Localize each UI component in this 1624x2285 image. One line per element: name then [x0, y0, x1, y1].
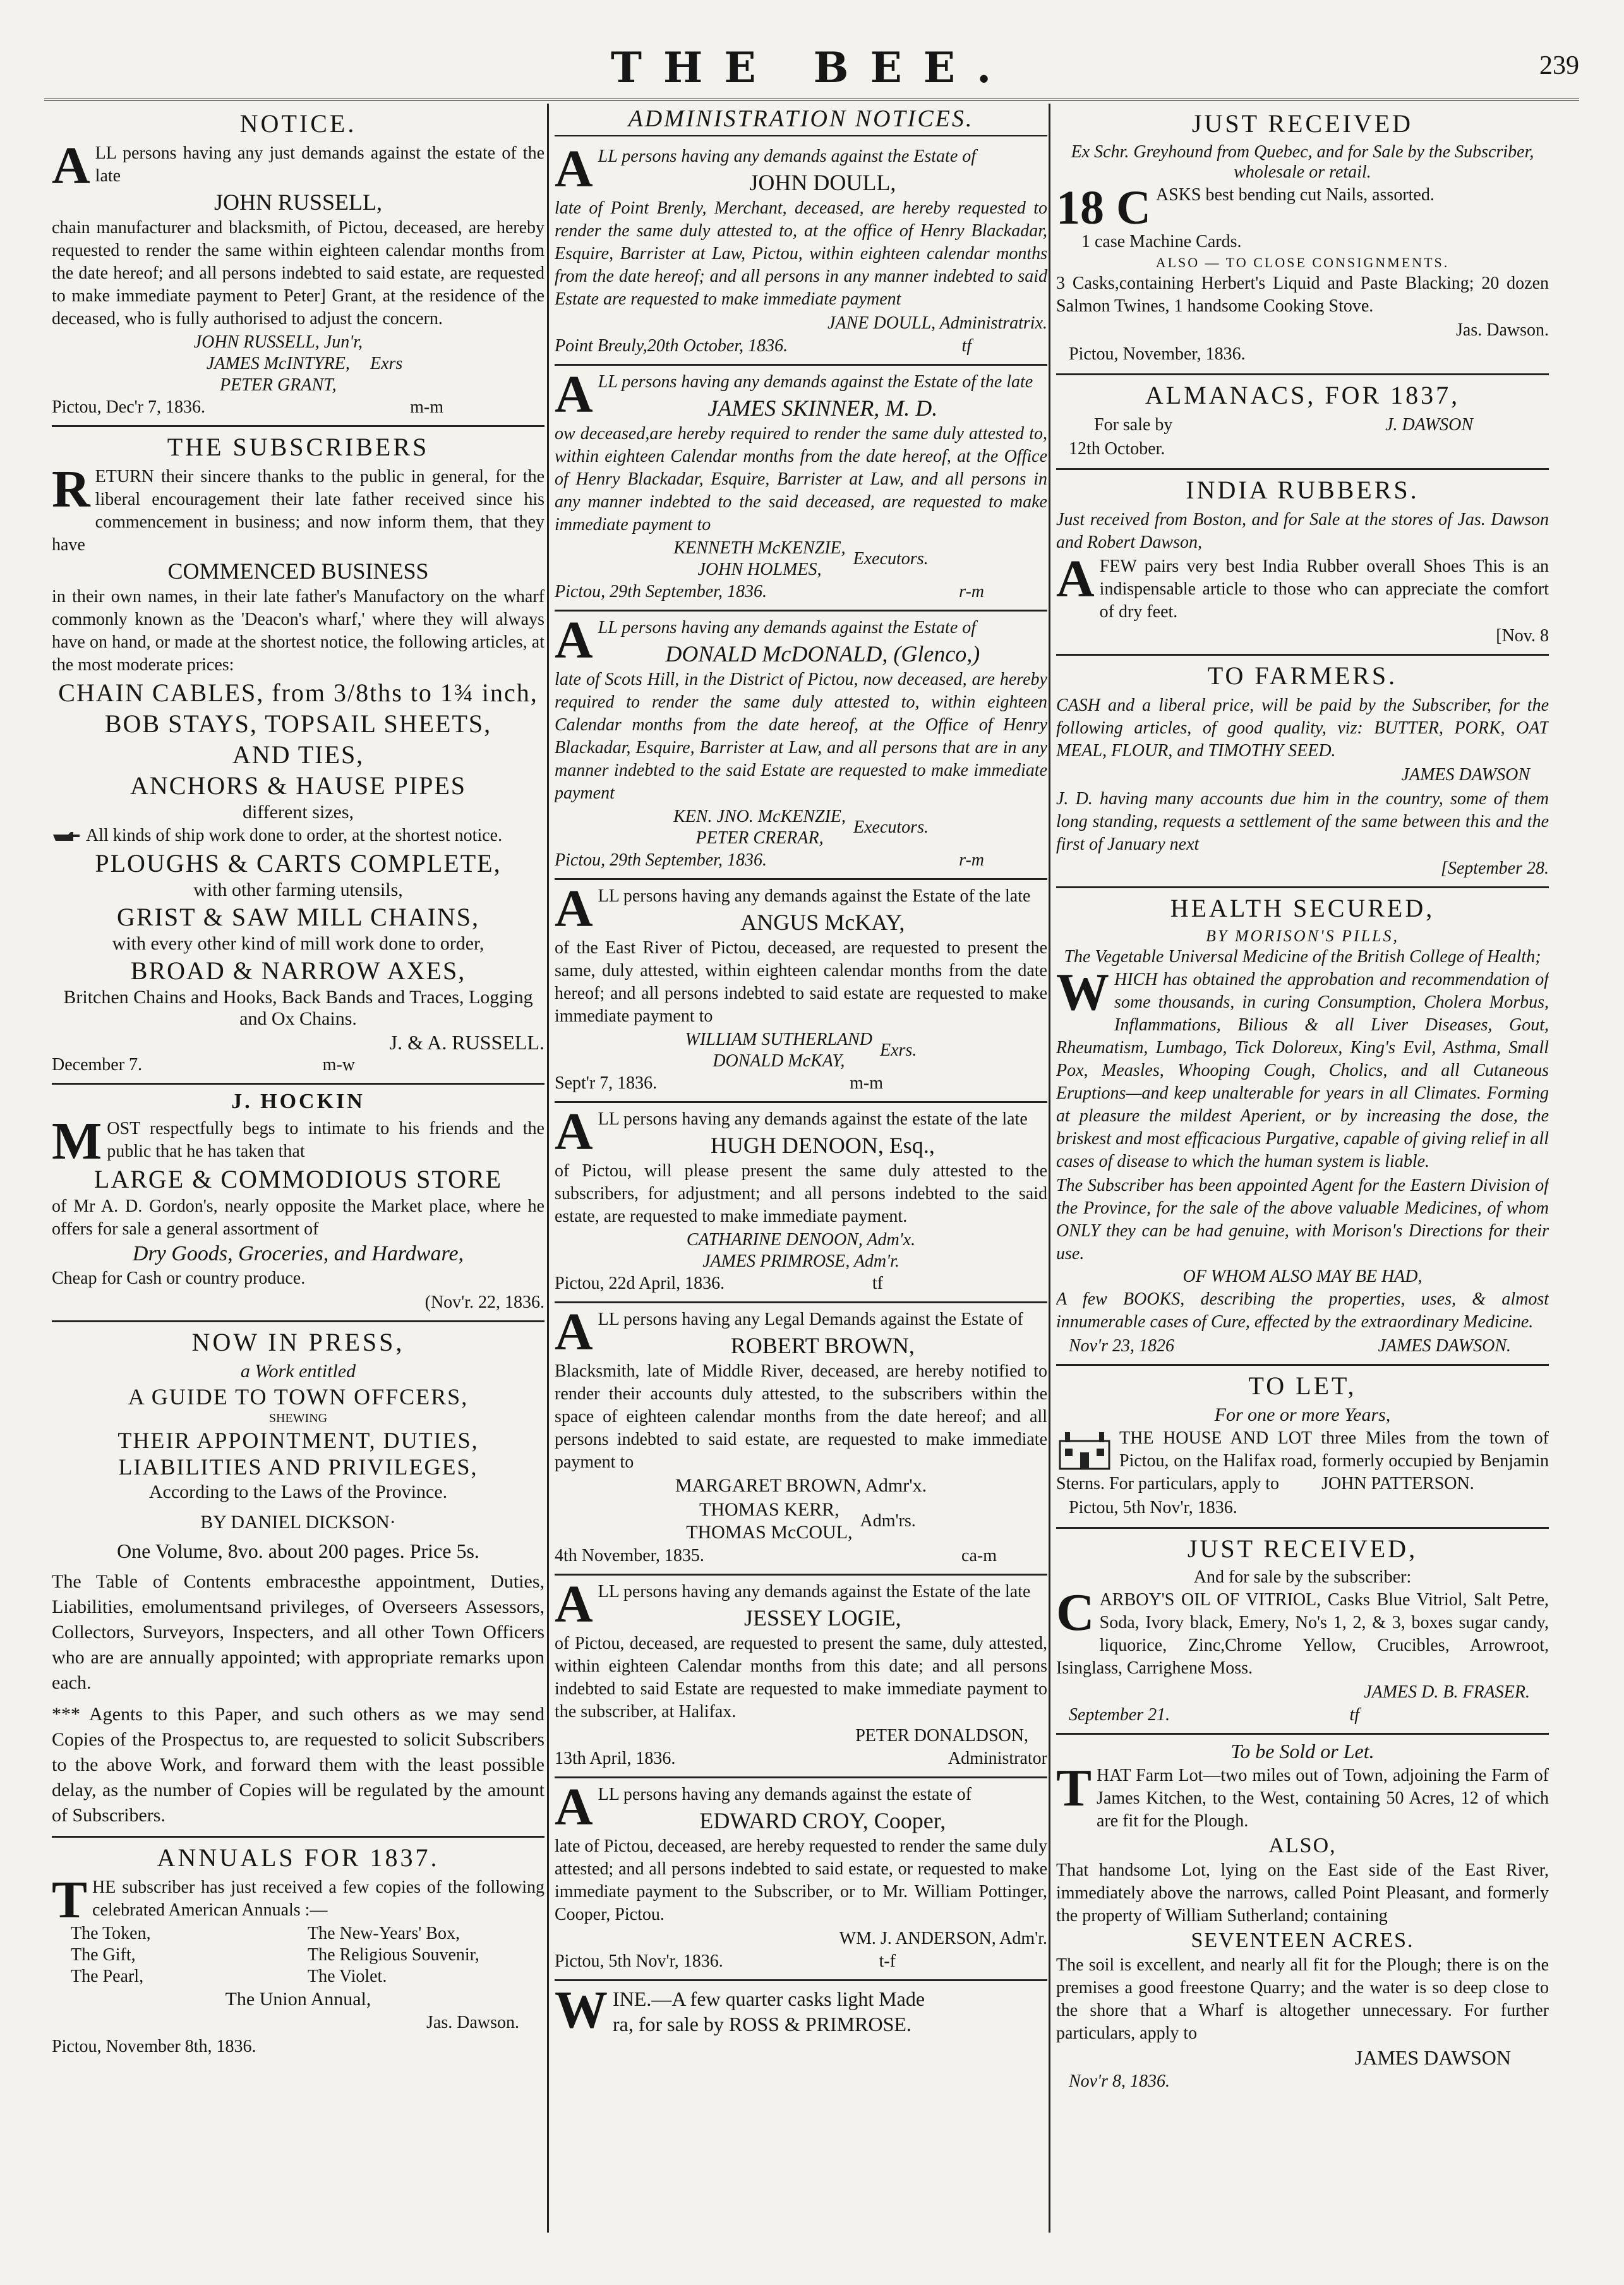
- signer: JAMES PRIMROSE, Adm'r.: [702, 1251, 899, 1271]
- signer: JANE DOULL, Administratrix.: [827, 313, 1047, 333]
- sub-heading: Just received from Boston, and for Sale at the stores of Jas. Dawson and Robert Dawson,: [1056, 510, 1549, 552]
- signer: MARGARET BROWN, Admr'x.: [675, 1475, 927, 1496]
- signer-role: Executors.: [853, 817, 929, 837]
- signature-block: [555, 1029, 1047, 1072]
- sub-heading: BY MORISON'S PILLS,: [1206, 927, 1399, 945]
- table-of-contents: The Table of Contents embracesthe appointment, Duties, Liabilities, emolumentsand privileges, of Overseers Assessors, Collectors, Surveyors, Inspecters, and all other Town Officers who are are annually appointed; with appropriate remarks upon each.: [52, 1571, 544, 1693]
- drop-cap: T: [1056, 1759, 1092, 1818]
- drop-cap: A: [555, 1575, 593, 1634]
- section-heading: ADMINISTRATION NOTICES.: [555, 105, 1047, 136]
- signer: WM. J. ANDERSON, Adm'r.: [839, 1929, 1047, 1948]
- drop-cap: A: [1056, 550, 1095, 608]
- article-intro: ALL persons having any demands against the Estate of the late: [555, 365, 1033, 424]
- book-title: A GUIDE TO TOWN OFFCERS,: [128, 1384, 469, 1409]
- signer: PETER CRERAR,: [695, 828, 824, 848]
- hockin-advert: [52, 1085, 544, 1322]
- article-body: 3 Casks,containing Herbert's Liquid and Paste Blacking; 20 dozen Salmon Twines, 1 handsome Cooking Stove.: [1056, 274, 1549, 316]
- author: BY DANIEL DICKSON·: [200, 1512, 396, 1533]
- product-note: Britchen Chains and Hooks, Back Bands and Traces, Logging and Ox Chains.: [63, 987, 533, 1029]
- drop-cap: A: [555, 365, 593, 424]
- article-heading: JUST RECEIVED,: [1187, 1534, 1418, 1563]
- dateline: 13th April, 1836. Administrator: [555, 1749, 1047, 1768]
- list-item: The Gift,: [71, 1945, 136, 1965]
- drop-cap: C: [1056, 1583, 1095, 1642]
- dateline: 4th November, 1835. ca-m: [555, 1546, 997, 1565]
- goods-line: Dry Goods, Groceries, and Hardware,: [132, 1242, 464, 1265]
- article-heading: TO LET,: [1248, 1372, 1357, 1400]
- dateline: Pictou, Dec'r 7, 1836. m-m: [52, 397, 443, 417]
- drop-cap: T: [52, 1871, 88, 1929]
- article-body: The Subscriber has been appointed Agent for the Eastern Division of the Province, for the sale of the above valuable Medicines, of whom ONLY they can be had genuine, with Morison's Directions for their use.: [1056, 1176, 1549, 1263]
- house-icon: [1056, 1430, 1113, 1470]
- article-intro: THE subscriber has just received a few copies of the following celebrated American Annuals :—: [52, 1871, 544, 1929]
- notice-russell: [52, 104, 544, 427]
- deceased-name: DONALD McDONALD, (Glenco,): [665, 641, 980, 666]
- volume-price: One Volume, 8vo. about 200 pages. Price 5s.: [117, 1540, 479, 1562]
- almanacs-advert: [1056, 375, 1549, 470]
- list-item: The Pearl,: [71, 1967, 144, 1986]
- according: According to the Laws of the Province.: [148, 1481, 448, 1502]
- signer: WILLIAM SUTHERLAND: [685, 1030, 872, 1049]
- dateline: Nov'r 8, 1836.: [1069, 2071, 1170, 2091]
- dateline: [September 28.: [1440, 859, 1549, 878]
- drop-cap: A: [52, 136, 90, 195]
- dateline: Pictou, November, 1836.: [1069, 344, 1246, 364]
- signer: THOMAS KERR,: [699, 1499, 839, 1520]
- book-title: THEIR APPOINTMENT, DUTIES, LIABILITIES AND PRIVILEGES,: [117, 1428, 479, 1480]
- article-body: CARBOY'S OIL OF VITRIOL, Casks Blue Vitriol, Salt Petre, Soda, Ivory black, Emery, No's 1, 2, & 3, boxes sugar candy, liquorice, Zinc,Chrome Yellow, Crucibles, Arrowroot, Isinglass, Carrighene Moss.: [1056, 1583, 1549, 1678]
- drop-cap: A: [555, 1778, 593, 1836]
- sub-heading: And for sale by the subscriber:: [1193, 1567, 1412, 1587]
- to-farmers-advert: [1056, 656, 1549, 888]
- product-note: with other farming utensils,: [193, 879, 403, 900]
- product-note: with every other kind of mill work done to order,: [112, 933, 484, 954]
- article-body: of the East River of Pictou, deceased, are requested to present the same, duly attested, within eighteen calendar months from the date hereof; and all persons indebted to said estate are requested to make immediate payment to: [555, 938, 1047, 1026]
- just-received-advert: [1056, 104, 1549, 375]
- dateline: Pictou, 5th Nov'r, 1836.: [1069, 1498, 1237, 1517]
- signature-block: [555, 806, 1047, 849]
- masthead-rule: [44, 99, 1579, 101]
- signer: THOMAS McCOUL,: [686, 1522, 853, 1543]
- deceased-name: JAMES SKINNER, M. D.: [707, 395, 938, 421]
- dateline: Pictou, 22d April, 1836. tf: [555, 1274, 883, 1293]
- sub-heading: Ex Schr. Greyhound from Quebec, and for Sale by the Subscriber, wholesale or retail.: [1071, 142, 1534, 182]
- deceased-name: ROBERT BROWN,: [730, 1333, 915, 1358]
- also-heading: ALSO,: [1268, 1834, 1337, 1857]
- signer-role: Exrs: [370, 354, 403, 373]
- dateline: [Nov. 8: [1496, 626, 1549, 646]
- article-heading: JUST RECEIVED: [1191, 109, 1414, 138]
- health-secured-advert: [1056, 888, 1549, 1366]
- article-body: 1 case Machine Cards.: [1081, 232, 1242, 251]
- column-divider: [547, 104, 549, 2233]
- drop-cap: M: [52, 1112, 102, 1171]
- dateline: Pictou, 29th September, 1836. r-m: [555, 582, 984, 601]
- dateline: September 21. tf: [1069, 1705, 1359, 1725]
- article-body: ow deceased,are hereby required to render the same duly attested to, within eighteen Calendar months from the date hereof, at the Office of Henry Blackadar, Esquire, Barrister at Law, and all persons in any manner indebted to the said deceased, are requested to make immediate payment to: [555, 424, 1047, 534]
- drop-cap: W: [555, 1981, 608, 2039]
- drop-cap: 18 C: [1056, 181, 1151, 234]
- signature-block: [555, 1498, 1047, 1545]
- dateline: Pictou, 29th September, 1836. r-m: [555, 850, 984, 870]
- product-line: AND TIES,: [232, 740, 364, 769]
- annuals-list: [52, 1923, 544, 1987]
- notice-croy: [555, 1778, 1047, 1981]
- column-2: [555, 104, 1047, 2044]
- now-in-press-advert: [52, 1322, 544, 1838]
- article-heading: HEALTH SECURED,: [1170, 894, 1435, 922]
- india-rubbers-advert: [1056, 470, 1549, 656]
- article-heading: THE SUBSCRIBERS: [167, 433, 430, 461]
- article-intro: ALL persons having any demands against the Estate of: [555, 611, 977, 670]
- article-body: in their own names, in their late father's Manufactory on the wharf commonly known as the 'Deacon's wharf,' where they will always have on hand, or made at the shortest notice, the following articles, at the most moderate prices:: [52, 587, 544, 675]
- deceased-name: EDWARD CROY, Cooper,: [699, 1808, 946, 1833]
- wine-advert: [555, 1981, 1047, 2044]
- product-line: BOB STAYS, TOPSAIL SHEETS,: [104, 709, 492, 738]
- signer: JOHN PATTERSON.: [1321, 1474, 1474, 1493]
- article-heading: ALMANACS, FOR 1837,: [1145, 381, 1460, 409]
- article-body: of Pictou, deceased, are requested to present the same, duly attested, within eighteen Calendar months from this date; and all persons indebted to said Estate are requested to make immediate payment to the subscriber, at Halifax.: [555, 1634, 1047, 1721]
- article-body: The soil is excellent, and nearly all fit for the Plough; there is on the premises a good freestone Quarry; and the water is so deep close to the shore that a Wharf is altogether unnecessary. For further particulars, apply to: [1056, 1955, 1549, 2043]
- drop-cap: A: [555, 879, 593, 938]
- also-heading: OF WHOM ALSO MAY BE HAD,: [1182, 1267, 1423, 1286]
- article-body: THAT Farm Lot—two miles out of Town, adjoining the Farm of James Kitchen, to the West, containing 50 Acres, 12 of which are fit for the Plough.: [1056, 1759, 1549, 1831]
- list-item: The Token,: [71, 1924, 151, 1943]
- page-number: 239: [1539, 51, 1579, 80]
- list-item: The Union Annual,: [225, 1989, 371, 2010]
- article-intro: ALL persons having any demands against the estate of the late: [555, 1102, 1028, 1161]
- dateline: Point Breuly,20th October, 1836. tf: [555, 336, 971, 356]
- article-body: of Pictou, will please present the same duly attested to the subscribers, for adjustment; and all persons indebted to the said estate, are requested to make immediate payment.: [555, 1161, 1047, 1226]
- signer: J. & A. RUSSELL.: [389, 1031, 544, 1054]
- notice-mcdonald: [555, 612, 1047, 880]
- deceased-name: JESSEY LOGIE,: [744, 1605, 901, 1631]
- dateline: Nov'r 23, 1826 JAMES DAWSON.: [1069, 1336, 1511, 1356]
- dateline: December 7. m-w: [52, 1055, 355, 1075]
- sale-line: For sale by J. DAWSON: [1094, 415, 1473, 435]
- masthead: [44, 40, 1579, 101]
- agents-note: *** Agents to this Paper, and such others as we may send Copies of the Prospectus to, are requested to solicit Subscribers to the above Work, and forward them with the least possible delay, as the number of Copies will be regulated by the amount of Subscribers.: [52, 1704, 544, 1826]
- drop-cap: W: [1056, 963, 1109, 1022]
- to-let-advert: [1056, 1366, 1549, 1529]
- list-item: The New-Years' Box,: [308, 1924, 460, 1943]
- sub-heading: LARGE & COMMODIOUS STORE: [93, 1165, 503, 1193]
- signer: KENNETH McKENZIE,: [673, 538, 846, 558]
- signer: KEN. JNO. McKENZIE,: [673, 807, 846, 826]
- article-body: AFEW pairs very best India Rubber overall Shoes This is an indispensable article to those who can appreciate the comfort of dry feet.: [1056, 550, 1549, 622]
- sub-heading: COMMENCED BUSINESS: [167, 558, 429, 584]
- dateline: 12th October.: [1069, 439, 1165, 459]
- signer-role: Adm'rs.: [860, 1511, 916, 1531]
- work-entitled: a Work entitled: [240, 1361, 356, 1382]
- signature-block: [555, 538, 1047, 581]
- article-heading: ANNUALS FOR 1837.: [157, 1843, 440, 1872]
- article-body: A few BOOKS, describing the properties, uses, & almost innumerable cases of Cure, effected by the extraordinary Medicine.: [1056, 1289, 1549, 1332]
- article-heading: INDIA RUBBERS.: [1186, 476, 1419, 504]
- pointing-hand-icon: [52, 831, 81, 843]
- list-item: The Violet.: [308, 1967, 387, 1986]
- article-body: Cheap for Cash or country produce.: [52, 1269, 306, 1288]
- dateline: (Nov'r. 22, 1836.: [424, 1293, 544, 1312]
- article-heading: NOW IN PRESS,: [191, 1328, 405, 1356]
- drop-cap: A: [555, 611, 593, 670]
- signer: PETER GRANT,: [220, 375, 337, 395]
- article-body: J. D. having many accounts due him in the country, some of them long standing, requests a settlement of the same between this and the first of January next: [1056, 789, 1549, 854]
- signer: JAMES DAWSON: [1354, 2046, 1511, 2069]
- signature-block: [52, 332, 544, 396]
- notice-mckay: [555, 880, 1047, 1103]
- article-intro: ALL persons having any demands against the Estate of the late: [555, 879, 1031, 938]
- signer: CATHARINE DENOON, Adm'x.: [686, 1230, 916, 1250]
- newspaper-title: THE BEE.: [610, 43, 1013, 92]
- subscribers-advert: [52, 427, 544, 1085]
- article-body: late of Point Brenly, Merchant, deceased, are hereby requested to render the same duly attested to, at the office of Henry Blackadar, Esquire, Barrister at Law, Pictou, within eighteen calendar months from the date hereof; and all persons in any manner indebted to said Estate are requested to make immediate payment: [555, 198, 1047, 309]
- article-body: CASH and a liberal price, will be paid by the Subscriber, for the following articles, of good quality, viz: BUTTER, PORK, OAT MEAL, FLOUR, and TIMOTHY SEED.: [1056, 696, 1549, 761]
- notice-denoon: [555, 1103, 1047, 1303]
- product-line: ANCHORS & HAUSE PIPES: [129, 771, 467, 800]
- signer-role: Exrs.: [880, 1040, 917, 1060]
- dateline: Pictou, November 8th, 1836.: [52, 2037, 256, 2056]
- notice-logie: [555, 1576, 1047, 1778]
- article-body: late of Scots Hill, in the District of Pictou, now deceased, are hereby required to render the same duly attested to, within eighteen Calendar months from the date hereof, at the Office of Henry Blackadar, Esquire, Barrister at Law, and all persons that are in any manner indebted to the said Estate are requested to make immediate payment: [555, 670, 1047, 803]
- list-item: The Religious Souvenir,: [308, 1945, 479, 1965]
- signer: DONALD McKAY,: [713, 1051, 845, 1071]
- article-body: THE HOUSE AND LOT three Miles from the town of Pictou, on the Halifax road, formerly occupied by Benjamin Sterns. For particulars, apply to JOHN PATTERSON.: [1056, 1428, 1549, 1493]
- signer-role: Executors.: [853, 549, 929, 569]
- signer: JOHN HOLMES,: [697, 560, 822, 579]
- article-body: chain manufacturer and blacksmith, of Pictou, deceased, are hereby requested to render the same within eighteen calendar months from the date hereof; and all persons indebted to said estate, are requested to make immediate payment to Peter] Grant, at the residence of the deceased, who is fully authorised to adjust the concern.: [52, 218, 544, 329]
- carboy-advert: [1056, 1529, 1549, 1735]
- sold-or-let-advert: [1056, 1735, 1549, 2101]
- acres-heading: SEVENTEEN ACRES.: [1191, 1929, 1414, 1952]
- deceased-name: JOHN RUSSELL,: [214, 190, 383, 215]
- column-1: [52, 104, 544, 2066]
- product-line: GRIST & SAW MILL CHAINS,: [116, 903, 480, 931]
- signer: Jas. Dawson.: [1456, 320, 1549, 340]
- product-note: different sizes,: [242, 802, 354, 823]
- annuals-advert: [52, 1838, 544, 2066]
- signer: JAMES D. B. FRASER.: [1364, 1682, 1530, 1702]
- article-intro: ALL persons having any demands against the estate of: [555, 1778, 972, 1836]
- article-body: WINE.—A few quarter casks light Made ra, for sale by ROSS & PRIMROSE.: [555, 1981, 925, 2039]
- article-body: Blacksmith, late of Middle River, deceased, are hereby notified to render their accounts duly attested, to the subscribers within the space of eighteen calendar months from the date hereof; and all persons indebted to said estate, are requested to make immediate payment to: [555, 1361, 1047, 1472]
- product-line: BROAD & NARROW AXES,: [130, 956, 466, 985]
- product-line: PLOUGHS & CARTS COMPLETE,: [95, 849, 502, 877]
- article-heading: NOTICE.: [239, 109, 357, 138]
- notice-brown: [555, 1303, 1047, 1576]
- article-intro: MOST respectfully begs to intimate to his friends and the public that he has taken that: [52, 1112, 544, 1171]
- drop-cap: A: [555, 140, 593, 198]
- notice-doull: [555, 140, 1047, 366]
- dateline: Sept'r 7, 1836. m-m: [555, 1073, 883, 1093]
- ship-work-note: All kinds of ship work done to order, at the shortest notice.: [52, 824, 544, 847]
- product-line: CHAIN CABLES, from 3/8ths to 1¾ inch,: [58, 678, 538, 707]
- sub-heading: For one or more Years,: [1214, 1404, 1391, 1425]
- article-body: late of Pictou, deceased, are hereby requested to render the same duly attested; and all persons indebted to said estate, or requested to make immediate payment to the Subscriber, or to Mr. William Pottinger, Cooper, Pictou.: [555, 1836, 1047, 1924]
- article-intro: RETURN their sincere thanks to the public in general, for the liberal encouragement their late father received since his commencement in business; and now inform them, that they have: [52, 460, 544, 555]
- article-body: of Mr A. D. Gordon's, nearly opposite the Market place, where he offers for sale a general assortment of: [52, 1197, 544, 1239]
- sub-heading: The Vegetable Universal Medicine of the British College of Health;: [1064, 947, 1541, 967]
- article-heading: To be Sold or Let.: [1230, 1740, 1374, 1763]
- signer: JAMES McINTYRE,: [206, 354, 350, 373]
- shewing: SHEWING: [268, 1411, 328, 1425]
- also-heading: ALSO — TO CLOSE CONSIGNMENTS.: [1155, 255, 1450, 270]
- article-heading: J. HOCKIN: [231, 1090, 365, 1113]
- signer: JAMES DAWSON: [1401, 765, 1530, 785]
- drop-cap: A: [555, 1102, 593, 1161]
- article-body: WHICH has obtained the approbation and recommendation of some thousands, in curing Consumption, Cholera Morbus, Inflammations, Bilious & all Liver Diseases, Gout, Rheumatism, Lumbago, Tick Doloreux, King's Evil, Asthma, Small Pox, Measles, Whooping Cough, Cholics, and all Cutaneous Eruptions—and keep unalterable for years in all Climates. Forming at pleasure the mildest Aperient, or by increasing the dose, the briskest and most efficacious Purgative, capable of giving relief in all cases of disease to which the human system is liable.: [1056, 963, 1549, 1171]
- drop-cap: A: [555, 1303, 593, 1361]
- article-heading: TO FARMERS.: [1207, 661, 1398, 690]
- article-intro: ALL persons having any just demands against the estate of the late: [52, 136, 544, 195]
- deceased-name: HUGH DENOON, Esq.,: [710, 1133, 935, 1158]
- signer: Jas. Dawson.: [426, 2013, 519, 2032]
- dateline: Pictou, 5th Nov'r, 1836. t-f: [555, 1951, 896, 1971]
- notice-skinner: [555, 366, 1047, 612]
- article-intro: ALL persons having any Legal Demands against the Estate of: [555, 1303, 1023, 1361]
- article-intro: ALL persons having any demands against the Estate of the late: [555, 1575, 1031, 1634]
- column-divider: [1049, 104, 1050, 2233]
- article-intro: ALL persons having any demands against the Estate of: [555, 140, 977, 198]
- article-body: That handsome Lot, lying on the East side of the East River, immediately above the narrows, called Point Pleasant, and formerly the property of William Sutherland; containing: [1056, 1860, 1549, 1926]
- article-body: 18 C ASKS best bending cut Nails, assorted.: [1056, 181, 1435, 234]
- column-3: [1056, 104, 1549, 2101]
- deceased-name: ANGUS McKAY,: [740, 910, 905, 935]
- signer: PETER DONALDSON,: [855, 1726, 1028, 1745]
- deceased-name: JOHN DOULL,: [749, 170, 896, 195]
- drop-cap: R: [52, 460, 90, 519]
- signer: JOHN RUSSELL, Jun'r,: [193, 332, 363, 352]
